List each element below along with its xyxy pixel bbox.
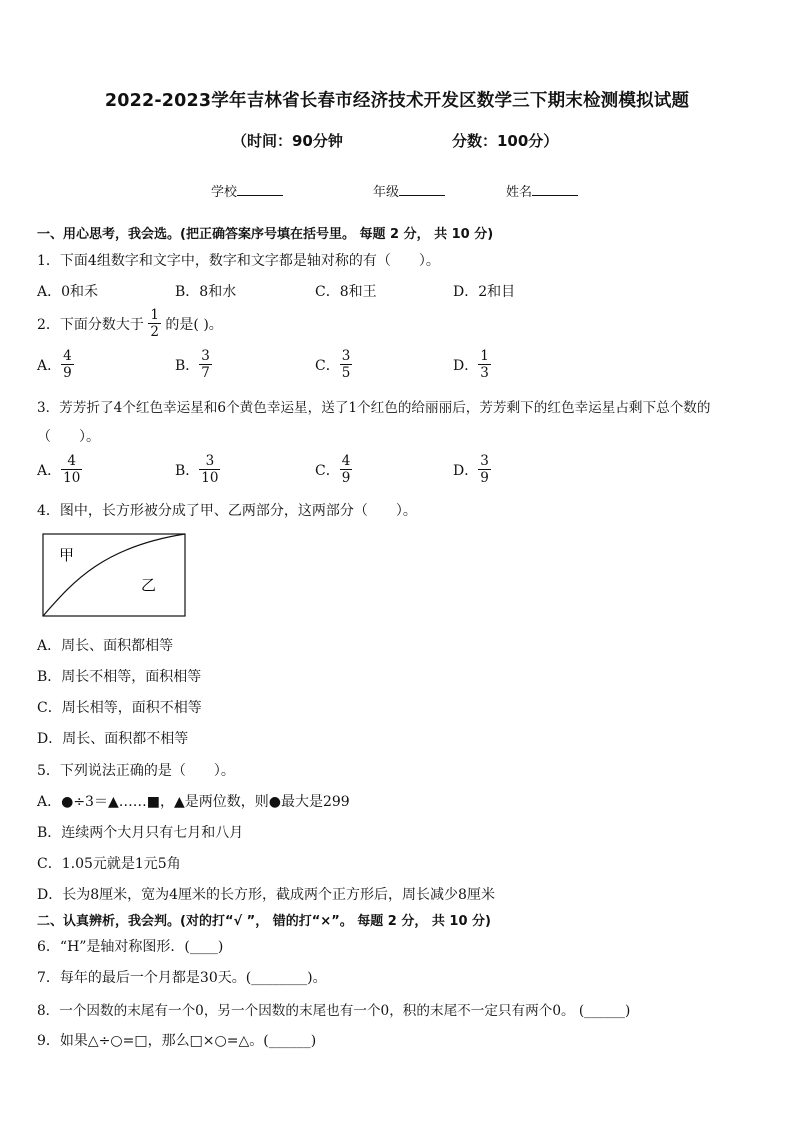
q2-frac-num: 1 [150,307,159,323]
q1-option-b: B．8和水 [175,284,237,300]
question-4: 4．图中，长方形被分成了甲、乙两部分，这两部分（ ）。 [37,503,417,519]
q1-option-a: A．0和禾 [37,284,99,300]
school-blank [237,182,283,196]
school-label: 学校 [211,185,238,200]
q4-option-c: C．周长相等，面积不相等 [37,700,202,716]
q5-option-d: D．长为8厘米，宽为4厘米的长方形，截成两个正方形后，周长减少8厘米 [37,887,495,903]
figure-label-jia: 甲 [59,546,75,564]
section-2-heading: 二、认真辨析，我会判。(对的打“√ ”， 错的打“×”。 每题 2 分， 共 10 分) [37,914,491,929]
q2-option-b: B． $\frac{3}{7}$ [175,348,210,381]
question-8: 8．一个因数的末尾有一个0，另一个因数的末尾也有一个0，积的末尾不一定只有两个0。 (______) [37,1003,631,1019]
q2-option-a: A． $\frac{4}{9}$ [37,348,72,381]
page-title: 2022-2023学年吉林省长春市经济技术开发区数学三下期末检测模拟试题 [104,91,690,111]
name-blank [532,182,578,196]
q4-option-a: A．周长、面积都相等 [37,638,174,654]
q5-option-b: B．连续两个大月只有七月和八月 [37,825,244,841]
q2-fraction [148,307,161,340]
name-label: 姓名 [506,185,533,200]
q3-option-c: C． $\frac{4}{9}$ [315,453,351,486]
q4-option-d: D．周长、面积都不相等 [37,731,189,747]
q4-option-b: B．周长不相等，面积相等 [37,669,202,685]
q3-option-d: D． $\frac{3}{9}$ [453,453,489,486]
school-field [211,181,283,200]
question-3: 3．芳芳折了4个红色幸运星和6个黄色幸运星，送了1个红色的给丽丽后，芳芳剩下的红色幸运星占剩下总个数的 [37,400,711,416]
question-6: 6．“H”是轴对称图形．(____) [37,939,224,955]
rectangle-figure [42,533,188,619]
q3-option-a: A． $\frac{4}{10}$ [37,453,81,486]
section-1-heading: 一、用心思考，我会选。(把正确答案序号填在括号里。 每题 2 分， 共 10 分) [37,227,494,242]
q2-prefix: 2．下面分数大于 [37,316,144,333]
question-2 [37,307,223,340]
q5-option-a: A．●÷3＝▲……■，▲是两位数，则●最大是299 [37,794,350,810]
q1-option-c: C．8和王 [315,284,377,300]
q1-option-d: D．2和目 [453,284,516,300]
question-3-blank: （ ）。 [37,429,100,445]
question-9: 9．如果△÷○=□，那么□×○=△。(______) [37,1033,317,1049]
q3-option-b: B． $\frac{3}{10}$ [175,453,219,486]
grade-blank [399,182,445,196]
question-7: 7．每年的最后一个月都是30天。(________)。 [37,970,327,986]
name-field [506,181,578,200]
grade-field [373,181,445,200]
exam-score: 分数：100分） [452,132,559,150]
figure-label-yi: 乙 [141,576,157,594]
q2-option-d: D． $\frac{1}{3}$ [453,348,489,381]
question-1: 1．下面4组数字和文字中，数字和文字都是轴对称的有（ ）。 [37,253,440,269]
q5-option-c: C．1.05元就是1元5角 [37,856,181,872]
q2-option-c: C． $\frac{3}{5}$ [315,348,351,381]
grade-label: 年级 [373,185,400,200]
q2-frac-den: 2 [150,324,159,340]
question-5: 5．下列说法正确的是（ ）。 [37,763,235,779]
q2-suffix: 的是( )。 [165,316,223,333]
exam-time: （时间：90分钟 [232,132,343,150]
